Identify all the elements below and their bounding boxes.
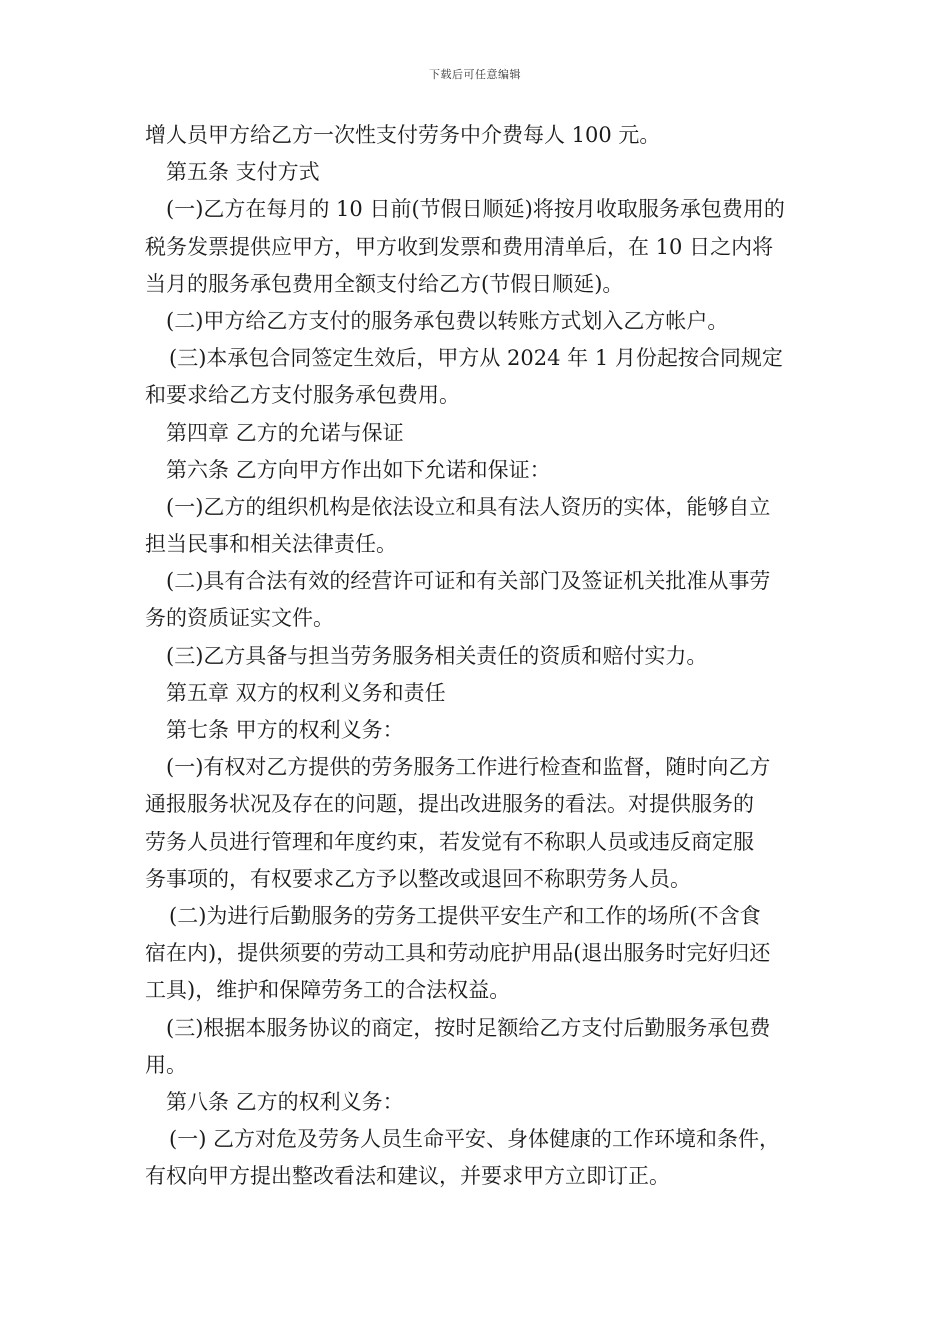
page-header-note: 下载后可任意编辑 xyxy=(429,68,521,81)
text-line: (二)为进行后勤服务的劳务工提供平安生产和工作的场所(不含食 xyxy=(169,903,761,928)
document-body xyxy=(145,117,815,1195)
text-line: 税务发票提供应甲方，甲方收到发票和费用清单后，在 10 日之内将 xyxy=(145,234,774,259)
article-heading: 第七条 甲方的权利义务： xyxy=(166,718,404,742)
text-line: 当月的服务承包费用全额支付给乙方(节假日顺延)。 xyxy=(145,271,624,296)
text-line: 工具)，维护和保障劳务工的合法权益。 xyxy=(145,978,511,1003)
text-line: (三)乙方具备与担当劳务服务相关责任的资质和赔付实力。 xyxy=(166,643,708,668)
article-heading: 第八条 乙方的权利义务： xyxy=(166,1089,404,1114)
article-heading: 第六条 乙方向甲方作出如下允诺和保证： xyxy=(166,457,551,482)
text-line: 务的资质证实文件。 xyxy=(145,606,334,631)
text-line: 务事项的，有权要求乙方予以整改或退回不称职劳务人员。 xyxy=(145,866,691,891)
text-line: 增人员甲方给乙方一次性支付劳务中介费每人 100 元。 xyxy=(145,123,661,147)
text-line: (一)有权对乙方提供的劳务服务工作进行检查和监督，随时向乙方 xyxy=(166,755,771,780)
text-line: 有权向甲方提出整改看法和建议，并要求甲方立即订正。 xyxy=(145,1164,670,1189)
text-line: 用。 xyxy=(145,1052,187,1077)
text-line: 宿在内)，提供须要的劳动工具和劳动庇护用品(退出服务时完好归还 xyxy=(145,941,771,966)
text-line: (三)根据本服务协议的商定，按时足额给乙方支付后勤服务承包费 xyxy=(166,1015,771,1040)
text-line: 劳务人员进行管理和年度约束，若发觉有不称职人员或违反商定服 xyxy=(145,829,754,854)
text-line: (三)本承包合同签定生效后，甲方从 2024 年 1 月份起按合同规定 xyxy=(169,346,783,371)
chapter-heading: 第五章 双方的权利义务和责任 xyxy=(166,680,446,705)
text-line: (一) 乙方对危及劳务人员生命平安、身体健康的工作环境和条件， xyxy=(169,1127,781,1152)
text-line: 和要求给乙方支付服务承包费用。 xyxy=(145,383,460,408)
text-line: (二)具有合法有效的经营许可证和有关部门及签证机关批准从事劳 xyxy=(166,569,771,594)
text-line: 担当民事和相关法律责任。 xyxy=(145,532,397,557)
chapter-heading: 第四章 乙方的允诺与保证 xyxy=(166,420,404,445)
text-line: (一)乙方在每月的 10 日前(节假日顺延)将按月收取服务承包费用的 xyxy=(166,197,785,222)
text-line: 通报服务状况及存在的问题，提出改进服务的看法。对提供服务的 xyxy=(145,792,754,817)
article-heading: 第五条 支付方式 xyxy=(166,160,320,185)
text-line: (二)甲方给乙方支付的服务承包费以转账方式划入乙方帐户。 xyxy=(166,308,729,333)
text-line: (一)乙方的组织机构是依法设立和具有法人资历的实体，能够自立 xyxy=(166,494,771,519)
